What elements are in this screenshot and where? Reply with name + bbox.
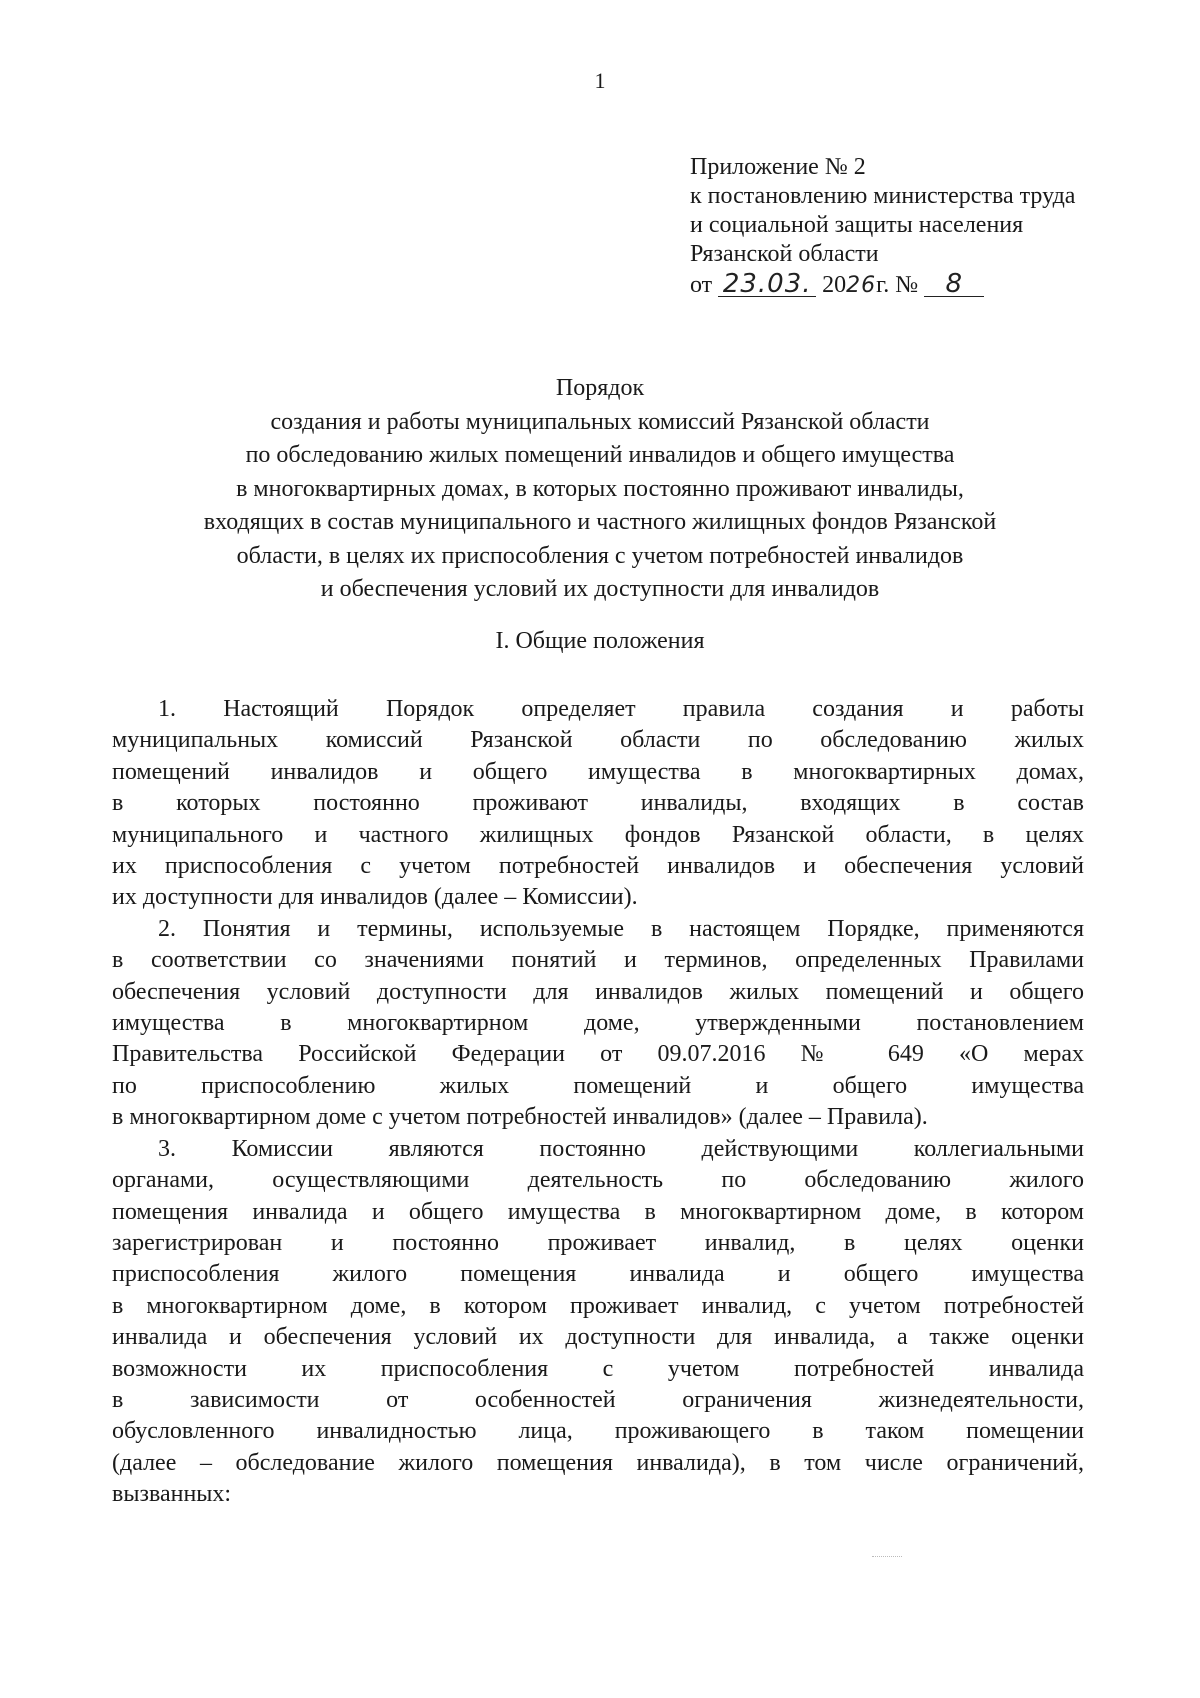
paragraph-line: в соответствии со значениями понятий и терминов, определенных Правилами [112, 947, 1084, 974]
paragraph-line: по приспособлению жилых помещений и общего имущества [112, 1072, 1084, 1099]
title-line: по обследованию жилых помещений инвалидов и общего имущества [245, 442, 955, 468]
handwritten-number [924, 269, 984, 299]
paragraph-line: Правительства Российской Федерации от 09.07.2016 № 649 «О мерах [112, 1041, 1084, 1068]
title-line: в многоквартирных домах, в которых постоянно проживают инвалиды, [236, 475, 964, 502]
date-prefix: от [690, 272, 713, 298]
appendix-line: и социальной защиты населения [690, 212, 1024, 238]
appendix-line: Рязанской области [690, 241, 879, 267]
handwritten-date-text: 23.03. [722, 269, 812, 299]
paragraph-line: в многоквартирном доме, в котором проживает инвалид, с учетом потребностей [112, 1292, 1084, 1319]
appendix-line: Приложение № 2 [690, 154, 866, 180]
paragraph-line: обеспечения условий доступности для инвалидов жилых помещений и общего [112, 978, 1084, 1005]
title-line: области, в целях их приспособления с учетом потребностей инвалидов [236, 542, 964, 569]
title-line: входящих в состав муниципального и частного жилищных фондов Рязанской [203, 509, 997, 535]
paragraph-line: инвалида и обеспечения условий их доступности для инвалида, а также оценки [112, 1324, 1084, 1351]
paragraph-line: 2. Понятия и термины, используемые в настоящем Порядке, применяются [158, 915, 1084, 942]
paragraph-line: их приспособления с учетом потребностей инвалидов и обеспечения условий [112, 853, 1084, 880]
title-line: создания и работы муниципальных комиссий Рязанской области [270, 408, 930, 435]
paragraph-line: в которых постоянно проживают инвалиды, входящих в состав [112, 790, 1084, 817]
paragraph-line: в многоквартирном доме с учетом потребностей инвалидов» (далее – Правила). [112, 1104, 928, 1131]
paragraph-line: обусловленного инвалидностью лица, проживающего в таком помещении [112, 1418, 1084, 1445]
section-heading: I. Общие положения [495, 628, 705, 654]
document-title [120, 372, 1080, 607]
paragraph-line: возможности их приспособления с учетом потребностей инвалида [112, 1355, 1084, 1382]
paragraph-line: в зависимости от особенностей ограничения жизнедеятельности, [112, 1386, 1084, 1413]
title-line: и обеспечения условий их доступности для инвалидов [320, 576, 880, 602]
paragraph-3 [112, 1134, 1084, 1511]
paragraph-line: органами, осуществляющими деятельность по обследованию жилого [112, 1167, 1084, 1194]
scan-speck [872, 1556, 902, 1560]
document-body [112, 694, 1084, 1511]
paragraph-line: вызванных: [112, 1481, 232, 1508]
appendix-line: к постановлению министерства труда [690, 183, 1076, 209]
paragraph-line: имущества в многоквартирном доме, утвержденными постановлением [112, 1010, 1084, 1037]
paragraph-line: (далее – обследование жилого помещения инвалида), в том числе ограничений, [112, 1449, 1084, 1476]
title-heading: Порядок [555, 375, 645, 401]
handwritten-number-text: 8 [945, 269, 963, 299]
paragraph-line: 3. Комиссии являются постоянно действующими коллегиальными [158, 1135, 1084, 1162]
paragraph-line: 1. Настоящий Порядок определяет правила создания и работы [158, 696, 1084, 722]
paragraph-1 [112, 694, 1084, 914]
year-suffix: г. № [876, 272, 919, 298]
appendix-header [690, 153, 1110, 300]
paragraph-line: помещений инвалидов и общего имущества в многоквартирных домах, [112, 758, 1084, 785]
paragraph-2 [112, 914, 1084, 1134]
paragraph-line: муниципального и частного жилищных фондов Рязанской области, в целях [112, 821, 1084, 848]
paragraph-line: их доступности для инвалидов (далее – Комиссии). [112, 884, 638, 911]
appendix-date-line [690, 271, 1110, 300]
paragraph-line: зарегистрирован и постоянно проживает инвалид, в целях оценки [112, 1229, 1084, 1256]
paragraph-line: муниципальных комиссий Рязанской области по обследованию жилых [112, 727, 1084, 754]
paragraph-line: помещения инвалида и общего имущества в многоквартирном доме, в котором [112, 1198, 1084, 1225]
year-handwritten: 26 [846, 273, 877, 298]
page-number: 1 [594, 68, 606, 93]
paragraph-line: приспособления жилого помещения инвалида и общего имущества [112, 1261, 1084, 1288]
handwritten-date [718, 269, 816, 299]
year-printed: 20 [822, 272, 847, 298]
